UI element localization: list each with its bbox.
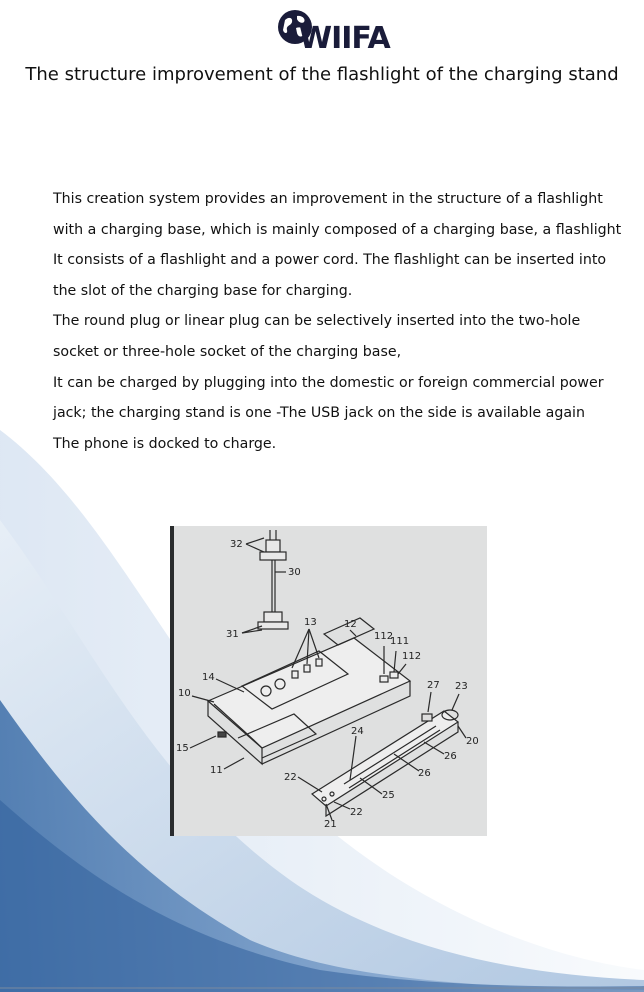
paragraph-line: with a charging base, which is mainly composed of a charging base, a flashlight [53, 221, 622, 238]
paragraph-line: The round plug or linear plug can be selectively inserted into the two-hole [53, 313, 581, 330]
figure-label: 11 [210, 765, 223, 776]
brand-logo [272, 6, 390, 58]
figure-label: 26 [444, 751, 457, 762]
figure-label: 112 [374, 631, 394, 642]
figure-label: 12 [344, 619, 357, 630]
figure-label: 27 [427, 680, 440, 691]
figure-label: 21 [324, 819, 337, 830]
paragraph-line: The phone is docked to charge. [53, 435, 277, 452]
figure-label: 23 [455, 681, 468, 692]
figure-label: 15 [176, 743, 189, 754]
figure-label: 112 [402, 651, 422, 662]
paragraph-line: jack; the charging stand is one -The USB jack on the side is available again [53, 405, 585, 422]
patent-drawing [174, 526, 487, 836]
figure-label: 13 [304, 617, 317, 628]
brand-name: WIIFA [299, 21, 390, 56]
paragraph-line: socket or three-hole socket of the charging base, [53, 343, 402, 360]
patent-drawing-figure [170, 526, 487, 836]
figure-label: 32 [230, 539, 243, 550]
figure-label: 20 [466, 736, 479, 747]
paragraph-line: This creation system provides an improvement in the structure of a flashlight [53, 191, 603, 207]
figure-label: 25 [382, 790, 395, 801]
description-paragraph [53, 184, 622, 459]
figure-label: 31 [226, 629, 239, 640]
page-title: The structure improvement of the flashlight of the charging stand [25, 64, 619, 85]
figure-label: 24 [351, 726, 364, 737]
paragraph-line: It consists of a flashlight and a power cord. The flashlight can be inserted into [53, 252, 607, 269]
figure-label: 22 [284, 772, 297, 783]
paragraph-line: It can be charged by plugging into the domestic or foreign commercial power [53, 374, 604, 391]
figure-label: 111 [390, 636, 410, 647]
figure-label: 26 [418, 768, 431, 779]
figure-label: 30 [288, 567, 301, 578]
figure-label: 22 [350, 807, 363, 818]
paragraph-line: the slot of the charging base for charging. [53, 282, 353, 299]
figure-label: 10 [178, 688, 191, 699]
figure-label: 14 [202, 672, 215, 683]
